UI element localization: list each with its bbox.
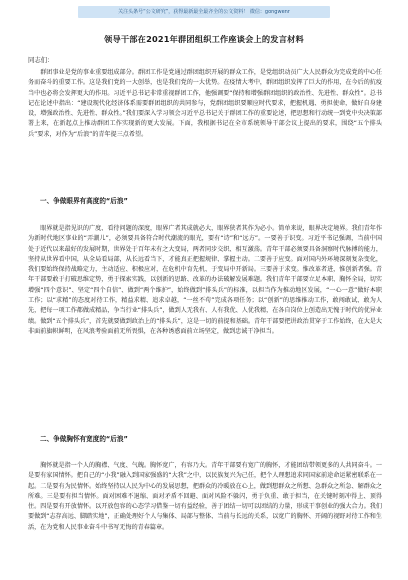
- greeting: 同志们：: [28, 56, 54, 64]
- section-2-paragraph: [28, 461, 382, 533]
- section-1-heading: 一、争做眼界有高度的“后浪”: [40, 197, 128, 205]
- intro-text: 群团事业是党的事业重要组成部分。群团工作是党通过群团组织开展的群众工作，是党组织动员广大人民群众为完成党的中心任务而奋斗的重要工作。这是我们党的一大创举，也是我们党的一大优势。在疫情大考中，群团组织发挥了巨大的作用，在今后的抗疫当中也必将会发挥更大的作用。习近平总书记非常重视群团工作，他强调要“保持和增强群团组织的政治性、先进性、群众性”。总书记在论述中指出：“建设现代化经济体系需要群团组织的共同参与，党群团组织要顺应时代要求，把握机遇、勇担使命，做好自身建设，增强政治性、先进性、群众性。”我们要深入学习领会习近平总书记关于群团工作的重要论述，把思想和行动统一到党中央决策部署上来，在新起点上推动群团工作实现新的更大发展。下面，我根据书记在全市系统领导干部会议上提出的要求，围绕“五个排头兵”要求，对作为“后浪”的青年提三点希望。: [28, 69, 382, 138]
- intro-paragraph: [28, 68, 382, 140]
- section-2-heading: 二、争做胸怀有宽度的“后浪”: [40, 435, 128, 443]
- promo-banner: 关注头条号“公文研究”，获得最新最全最齐全的公文资料！ 微信：gongwenr: [78, 6, 330, 18]
- document-title: 领导干部在2021年群团组织工作座谈会上的发言材料: [104, 34, 304, 44]
- section-1-paragraph: [28, 224, 382, 337]
- section-2-text: 胸怀就是指一个人的胸襟、气度、气魄。胸怀宽广，有容乃大。青年干部要有宽广的胸怀，才能团结带领更多的人共同奋斗。一是要有家国情怀。把自己的“小我”融入到国家强盛的“大我”之中，以民族复兴为己任，把个人理想追求同国家前途命运紧密联系在一起。二是要有为民情怀。始终坚持以人民为中心的发展思想，把群众的冷暖放在心上，做到想群众之所想、急群众之所急、解群众之所难。三是要有担当情怀。面对困难不退缩、面对矛盾不回避、面对风险不躲闪，勇于负重、敢于担当，在关键时刻冲得上、顶得住。四是要有开放情怀。以开放包容的心态学习借鉴一切有益经验，善于团结一切可以团结的力量，形成干事创业的强大合力。我们要做到“志存高远、脚踏实地”，正确处理好个人与集体、局部与整体、当前与长远的关系，以宽广的胸怀、开阔的视野对待工作和生活，在为党和人民事业奋斗中书写无悔的青春篇章。: [28, 462, 382, 531]
- section-1-text: 眼界就是指见识的广度、看待问题的深度，眼界广者其成就必大，眼界狭者其作为必小。简单来说，眼界决定境界。我们青年作为新时代地区事业的“弄潮儿”，必须要具备符合时代潮流的眼光，要有“诗”和“远方”。一要善于识变。习近平书记强调，当前中国处于近代以来最好的发展时期，世界处于百年未有之大变局，两者同步交织、相互激荡。青年干部必须要具备洞察时代脉搏的能力，坚持从世界看中国，从全局看局部，从长远看当下，才能真正把握规律、掌握主动。二要善于应变。面对国内外环境深刻复杂变化，我们要始终保持战略定力，主动适应、积极应对，在危机中育先机、于变局中开新局。三要善于求变。惟改革者进，惟创新者强。青年干部要敢于打破思维定势，勇于探索实践，以创新的思路、改革的办法破解发展难题。我们青年干部要立足本职、胸怀全局，切实增强“四个意识”、坚定“四个自信”、做到“两个维护”，始终做到“排头兵”的标准，以担当作为推动地区发展，“一心一意”做好本职工作；以“求精”的态度对待工作，精益求精、追求卓越，“一丝不苟”完成各项任务；以“创新”的思维推动工作，敢闯敢试、敢为人先，把每一项工作都做成精品，争当行业“排头兵”，做到人无我有、人有我优、人优我精，在各自岗位上创造出无愧于时代的优异业绩。做到“五个排头兵”，首先就要做到政治上的“排头兵”，这是一切的前提和基础。青年干部要把讲政治贯穿于工作始终，在大是大非面前旗帜鲜明，在风浪考验面前无所畏惧，在各种诱惑面前立场坚定，做到忠诚干净担当。: [28, 225, 382, 335]
